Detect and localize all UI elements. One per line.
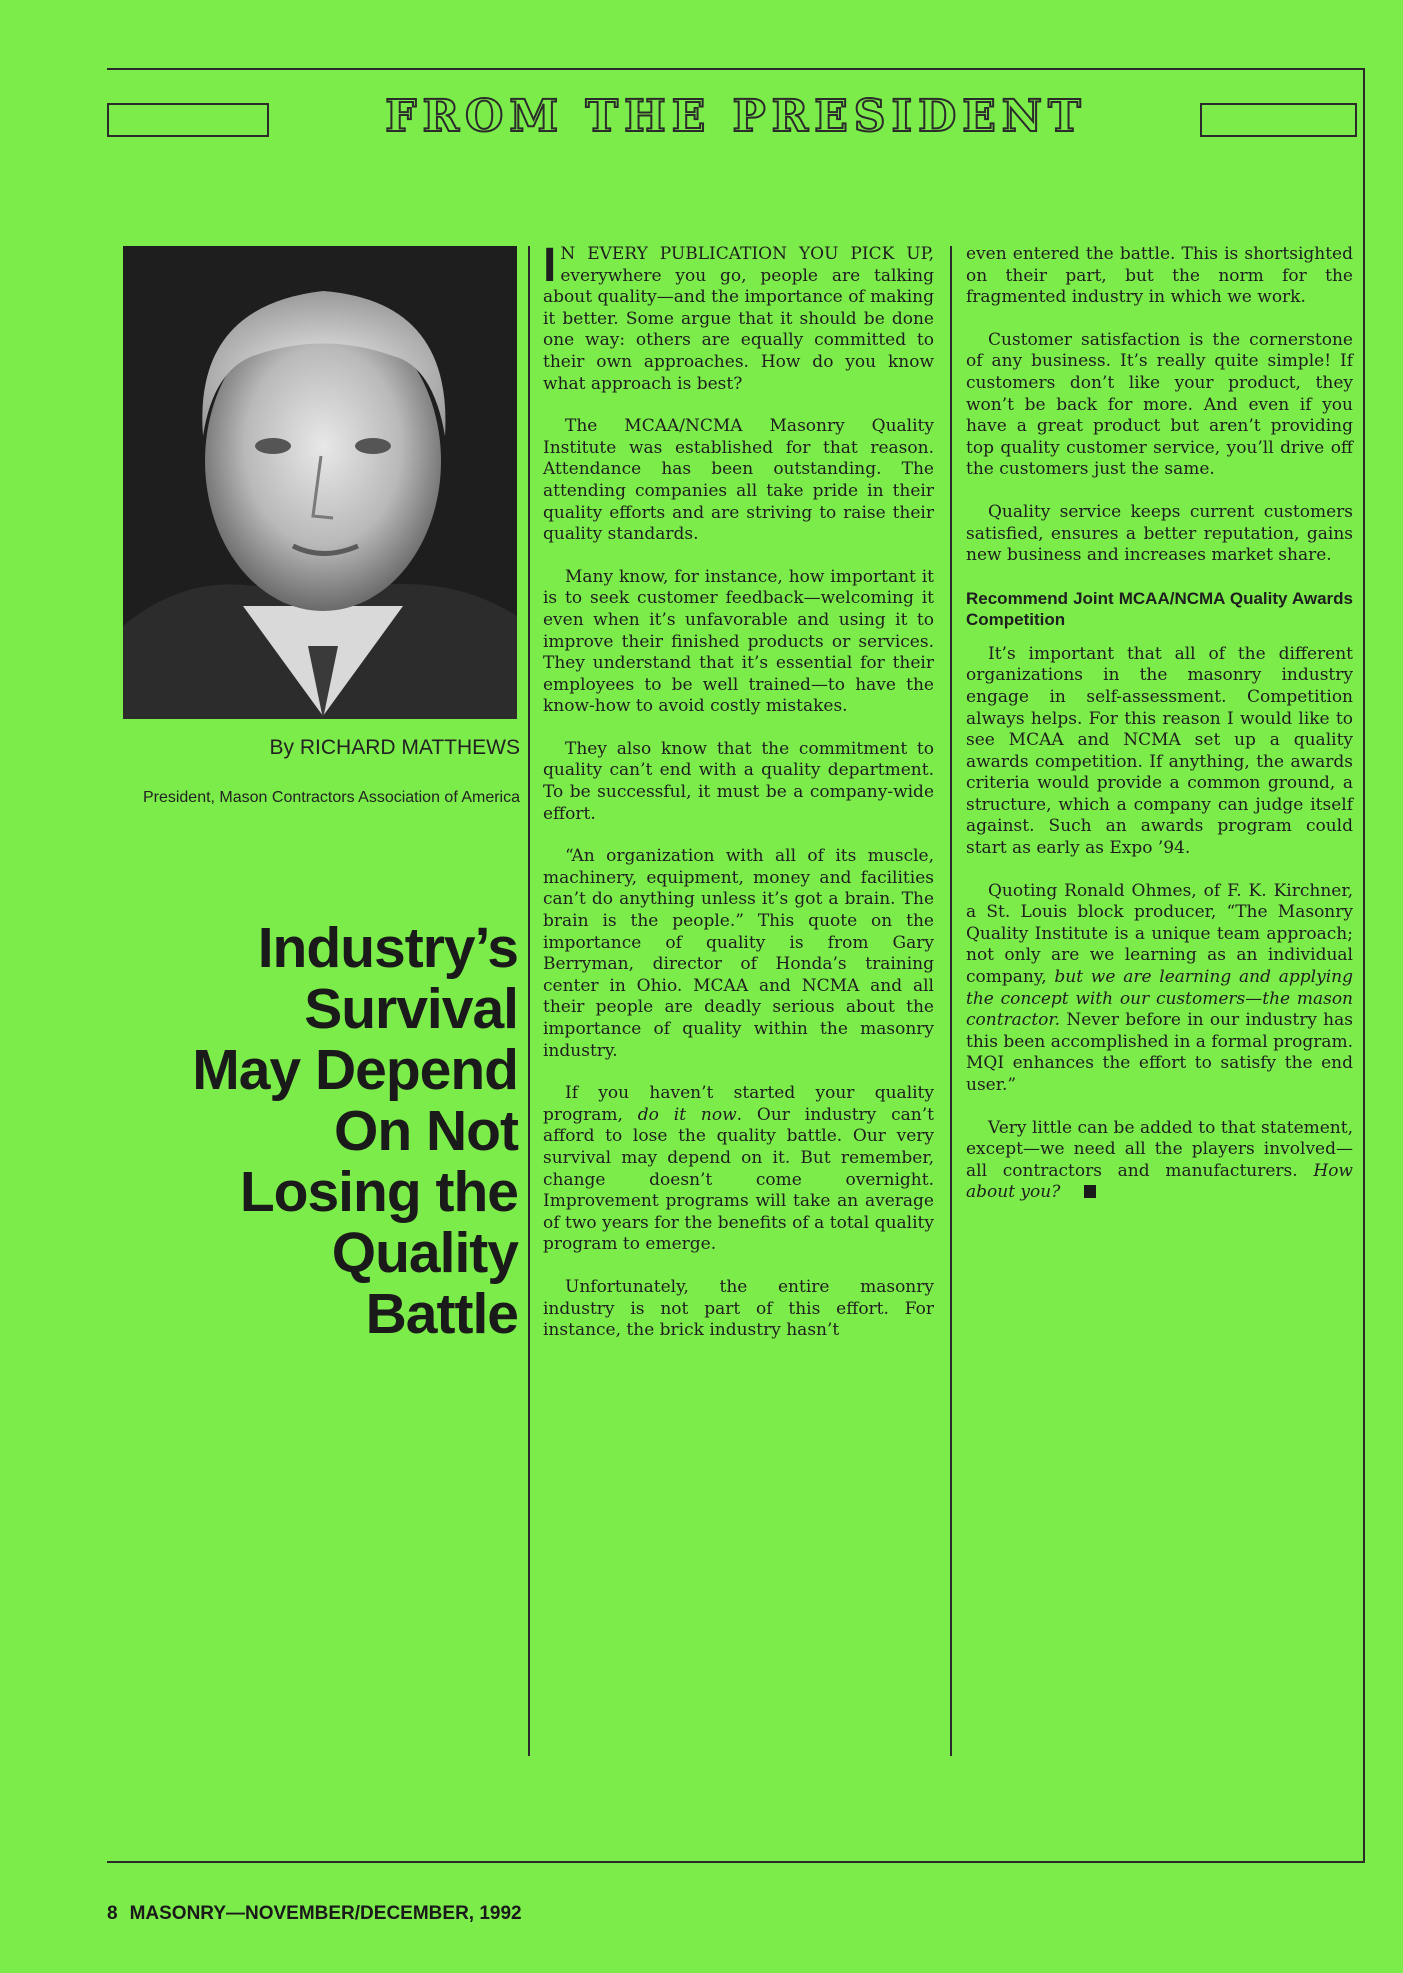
headline-line: May Depend <box>192 1038 518 1102</box>
article-paragraph: Unfortunately, the entire masonry industry is not part of this effort. For instance, the brick industry hasn’t <box>543 1276 934 1341</box>
article-paragraph: It’s important that all of the different organizations in the masonry industry engage in self-assessment. Competition always helps. For this reason I would like to see MCAA and NCMA set up a quality awards competition. If anything, the awards criteria would provide a common ground, a structure, which a company can judge itself against. Such an awards program could start as early as Expo ’94. <box>966 643 1353 859</box>
headline-line: Survival <box>304 977 518 1041</box>
article-column-2 <box>966 244 1353 1225</box>
masthead-title: FROM THE PRESIDENT <box>385 91 1087 142</box>
article-column-1 <box>543 239 934 1363</box>
author-title: President, Mason Contractors Association of America <box>142 789 520 806</box>
author-portrait <box>123 246 517 719</box>
headline-line: Losing the <box>239 1160 518 1224</box>
article-paragraph: Quoting Ronald Ohmes, of F. K. Kirchner, a St. Louis block producer, “The Masonry Quality Institute is a unique team approach; not only are we learning as an individual company, but we are learning and applying the concept with our customers—the mason contractor. Never before in our industry has this been accomplished in a formal program. MQI enhances the effort to satisfy the end user.” <box>966 880 1353 1095</box>
column-divider <box>528 246 530 1756</box>
headline-line: On Not <box>334 1099 518 1163</box>
masthead-right-box <box>1200 103 1357 137</box>
article-paragraph: I N EVERY PUBLICATION YOU PICK UP, everywhere you go, people are talking about quality—and the importance of making it better. Some argue that it should be done one way: others are equally committed to their own approaches. How do you know what approach is best? <box>543 239 934 394</box>
article-paragraph: even entered the battle. This is shortsighted on their part, but the norm for the fragmented industry in which we work. <box>966 244 1353 308</box>
section-subhead: Recommend Joint MCAA/NCMA Quality Awards Competition <box>966 588 1353 629</box>
article-paragraph: If you haven’t started your quality program, do it now. Our industry can’t afford to lose the quality battle. Our very survival may depend on it. But remember, change doesn’t come overnight. Improvement programs will take an average of two years for the benefits of a total quality program to emerge. <box>543 1083 934 1255</box>
author-byline: By RICHARD MATTHEWS <box>269 736 520 759</box>
portrait-illustration <box>123 246 517 719</box>
masthead <box>107 93 1357 145</box>
article-paragraph: Very little can be added to that statement, except—we need all the players involved—all contractors and manufacturers. How about you? <box>966 1117 1353 1203</box>
article-paragraph: “An organization with all of its muscle, machinery, equipment, money and facilities can’t do anything unless it’s got a brain. The brain is the people.” This quote on the importance of quality is from Gary Berryman, director of Honda’s training center in Ohio. MCAA and NCMA and all their people are deadly serious about the importance of quality within the masonry industry. <box>543 846 934 1061</box>
article-paragraph: Customer satisfaction is the cornerstone of any business. It’s really quite simple! If customers don’t like your product, they won’t be back for more. And even if you have a great product but aren’t providing top quality customer service, you’ll drive off the customers just the same. <box>966 329 1353 480</box>
article-paragraph: The MCAA/NCMA Masonry Quality Institute was established for that reason. Attendance has been outstanding. The attending companies all take pride in their quality efforts and are striving to raise their quality standards. <box>543 416 934 545</box>
headline-line: Quality <box>331 1221 518 1285</box>
page-number: 8 <box>107 1903 118 1924</box>
end-mark <box>1084 1185 1096 1198</box>
headline <box>110 918 518 1345</box>
article-paragraph: They also know that the commitment to quality can’t end with a quality department. To be successful, it must be a company-wide effort. <box>543 738 934 824</box>
article-paragraph: Quality service keeps current customers satisfied, ensures a better reputation, gains new business and increases market share. <box>966 501 1353 566</box>
page-footer <box>107 1903 522 1925</box>
drop-cap: I <box>543 239 557 292</box>
masthead-left-box <box>107 103 269 137</box>
column-divider <box>950 246 952 1756</box>
headline-line: Industry’s <box>257 916 518 980</box>
headline-line: Battle <box>365 1282 518 1346</box>
publication-line: MASONRY—NOVEMBER/DECEMBER, 1992 <box>129 1903 522 1924</box>
article-paragraph: Many know, for instance, how important it is to seek customer feedback—welcoming it even when it’s unfavorable and using it to improve their finished products or services. They understand that it’s essential for their employees to be well trained—to have the know-how to avoid costly mistakes. <box>543 566 934 717</box>
